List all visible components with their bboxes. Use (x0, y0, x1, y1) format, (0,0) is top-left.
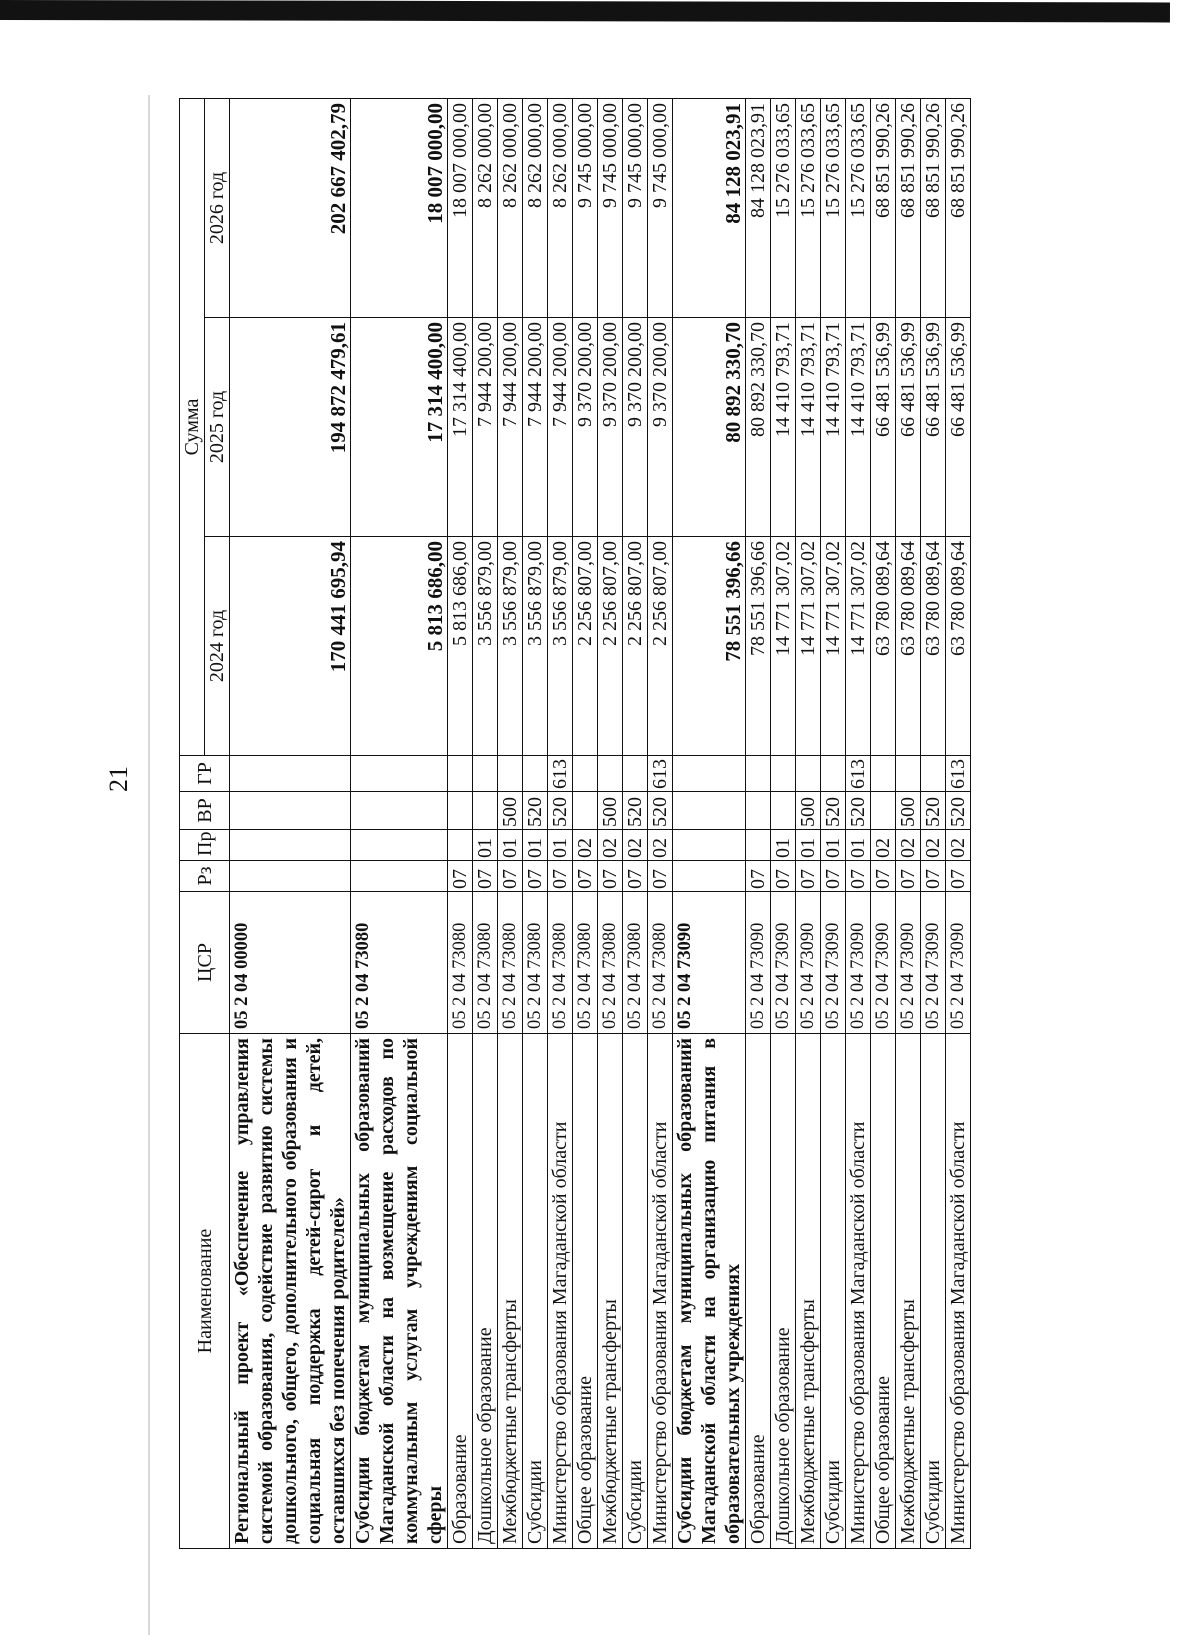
row-rz: 07 (598, 861, 623, 892)
row-csr: 05 2 04 73090 (846, 892, 871, 1034)
row-pr: 02 (896, 830, 921, 861)
row-vr: 520 (548, 792, 573, 830)
row-rz: 07 (946, 861, 971, 892)
row-name: Субсидии (821, 1034, 846, 1549)
row-name: Региональный проект «Обеспечение управления системой образования, содействие развитию системы дошкольного, общего, дополнительного образования и социальная поддержка детей-сирот и детей, оставшихся без попечения родителей» (230, 1034, 351, 1549)
table-row (473, 98, 498, 1548)
row-rz: 07 (448, 861, 473, 892)
row-2025: 194 872 479,61 (230, 318, 351, 537)
row-rz (351, 861, 448, 892)
row-pr: 02 (946, 830, 971, 861)
row-pr: 01 (821, 830, 846, 861)
row-name: Образование (448, 1034, 473, 1549)
page-number: 21 (104, 766, 133, 792)
row-2025: 17 314 400,00 (448, 318, 473, 537)
row-name: Субсидии (921, 1034, 946, 1549)
header-2026: 2026 год (205, 98, 230, 317)
row-2026: 18 007 000,00 (351, 98, 448, 317)
table-row (946, 98, 971, 1548)
row-gr (351, 756, 448, 792)
row-csr: 05 2 04 73080 (573, 892, 598, 1034)
row-vr: 500 (498, 792, 523, 830)
row-rz (230, 861, 351, 892)
row-2026: 68 851 990,26 (921, 98, 946, 317)
row-2024: 14 771 307,02 (821, 537, 846, 756)
row-vr (673, 792, 746, 830)
row-csr: 05 2 04 73080 (448, 892, 473, 1034)
row-2025: 14 410 793,71 (821, 318, 846, 537)
table-row (623, 98, 648, 1548)
row-gr (896, 756, 921, 792)
row-pr: 02 (871, 830, 896, 861)
row-pr: 02 (573, 830, 598, 861)
row-name: Субсидии бюджетам муниципальных образований Магаданской области на организацию питания в образовательных учреждениях (673, 1034, 746, 1549)
row-name: Общее образование (573, 1034, 598, 1549)
row-2025: 80 892 330,70 (746, 318, 771, 537)
table-row (351, 98, 448, 1548)
row-gr (921, 756, 946, 792)
row-vr (473, 792, 498, 830)
row-vr (746, 792, 771, 830)
rotated-table-container (179, 99, 971, 1549)
row-2026: 9 745 000,00 (598, 98, 623, 317)
row-name: Субсидии (523, 1034, 548, 1549)
row-rz: 07 (746, 861, 771, 892)
row-2025: 80 892 330,70 (673, 318, 746, 537)
row-vr (230, 792, 351, 830)
row-2025: 9 370 200,00 (598, 318, 623, 537)
row-2024: 78 551 396,66 (746, 537, 771, 756)
row-name: Межбюджетные трансферты (796, 1034, 821, 1549)
row-2026: 8 262 000,00 (498, 98, 523, 317)
table-row (846, 98, 871, 1548)
scan-top-edge (0, 0, 1170, 22)
row-2024: 63 780 089,64 (921, 537, 946, 756)
row-csr: 05 2 04 73090 (771, 892, 796, 1034)
row-2026: 84 128 023,91 (673, 98, 746, 317)
header-row-1 (180, 98, 205, 1548)
row-gr (598, 756, 623, 792)
table-row (523, 98, 548, 1548)
table-row (448, 98, 473, 1548)
row-gr (498, 756, 523, 792)
row-csr: 05 2 04 73090 (946, 892, 971, 1034)
row-2026: 18 007 000,00 (448, 98, 473, 317)
row-2026: 9 745 000,00 (623, 98, 648, 317)
row-gr (523, 756, 548, 792)
row-csr: 05 2 04 73080 (473, 892, 498, 1034)
row-csr: 05 2 04 73090 (673, 892, 746, 1034)
row-csr: 05 2 04 73090 (796, 892, 821, 1034)
header-2024: 2024 год (205, 537, 230, 756)
row-csr: 05 2 04 73080 (623, 892, 648, 1034)
row-2025: 9 370 200,00 (648, 318, 673, 537)
row-name: Дошкольное образование (771, 1034, 796, 1549)
row-vr (448, 792, 473, 830)
row-vr: 520 (648, 792, 673, 830)
row-2026: 68 851 990,26 (946, 98, 971, 317)
row-name: Министерство образования Магаданской области (946, 1034, 971, 1549)
row-name: Министерство образования Магаданской области (648, 1034, 673, 1549)
header-sum: Сумма (180, 98, 205, 755)
row-vr: 500 (896, 792, 921, 830)
header-gr: ГР (180, 756, 230, 792)
table-row (598, 98, 623, 1548)
scan-left-edge (148, 95, 150, 1635)
row-2024: 14 771 307,02 (796, 537, 821, 756)
row-gr (746, 756, 771, 792)
table-row (673, 98, 746, 1548)
row-pr: 02 (921, 830, 946, 861)
row-vr: 520 (821, 792, 846, 830)
row-rz: 07 (523, 861, 548, 892)
row-vr: 520 (921, 792, 946, 830)
row-rz: 07 (623, 861, 648, 892)
row-pr: 01 (473, 830, 498, 861)
row-gr: 613 (946, 756, 971, 792)
row-csr: 05 2 04 73080 (598, 892, 623, 1034)
row-rz: 07 (473, 861, 498, 892)
row-2026: 15 276 033,65 (796, 98, 821, 317)
row-2025: 7 944 200,00 (498, 318, 523, 537)
row-2025: 66 481 536,99 (921, 318, 946, 537)
row-csr: 05 2 04 73090 (746, 892, 771, 1034)
row-2025: 9 370 200,00 (573, 318, 598, 537)
row-2024: 78 551 396,66 (673, 537, 746, 756)
row-2024: 3 556 879,00 (498, 537, 523, 756)
row-2024: 2 256 807,00 (648, 537, 673, 756)
row-rz: 07 (498, 861, 523, 892)
row-gr (771, 756, 796, 792)
row-2026: 202 667 402,79 (230, 98, 351, 317)
row-pr (351, 830, 448, 861)
row-pr: 01 (796, 830, 821, 861)
row-csr: 05 2 04 73090 (871, 892, 896, 1034)
row-2026: 84 128 023,91 (746, 98, 771, 317)
row-name: Межбюджетные трансферты (598, 1034, 623, 1549)
row-2025: 9 370 200,00 (623, 318, 648, 537)
header-2025: 2025 год (205, 318, 230, 537)
row-2024: 5 813 686,00 (448, 537, 473, 756)
row-2026: 8 262 000,00 (473, 98, 498, 317)
row-rz: 07 (921, 861, 946, 892)
row-gr (871, 756, 896, 792)
row-2024: 2 256 807,00 (573, 537, 598, 756)
row-2025: 66 481 536,99 (896, 318, 921, 537)
header-rz: Рз (180, 861, 230, 892)
row-vr: 500 (796, 792, 821, 830)
row-2024: 14 771 307,02 (771, 537, 796, 756)
row-csr: 05 2 04 00000 (230, 892, 351, 1034)
row-gr: 613 (846, 756, 871, 792)
row-pr (230, 830, 351, 861)
row-gr: 613 (648, 756, 673, 792)
row-2024: 2 256 807,00 (598, 537, 623, 756)
row-vr (771, 792, 796, 830)
row-rz: 07 (573, 861, 598, 892)
row-csr: 05 2 04 73080 (351, 892, 448, 1034)
row-2024: 5 813 686,00 (351, 537, 448, 756)
row-vr: 520 (523, 792, 548, 830)
row-2024: 2 256 807,00 (623, 537, 648, 756)
row-name: Субсидии (623, 1034, 648, 1549)
row-2026: 68 851 990,26 (896, 98, 921, 317)
row-pr: 02 (598, 830, 623, 861)
row-2024: 14 771 307,02 (846, 537, 871, 756)
row-pr (673, 830, 746, 861)
row-rz: 07 (796, 861, 821, 892)
row-rz: 07 (846, 861, 871, 892)
table-row (921, 98, 946, 1548)
row-rz: 07 (896, 861, 921, 892)
row-csr: 05 2 04 73080 (523, 892, 548, 1034)
table-row (573, 98, 598, 1548)
row-csr: 05 2 04 73080 (648, 892, 673, 1034)
row-gr (473, 756, 498, 792)
row-name: Межбюджетные трансферты (896, 1034, 921, 1549)
row-vr: 520 (946, 792, 971, 830)
row-gr (573, 756, 598, 792)
row-2026: 8 262 000,00 (548, 98, 573, 317)
table-row (796, 98, 821, 1548)
row-2025: 14 410 793,71 (771, 318, 796, 537)
header-pr: Пр (180, 830, 230, 861)
table-row (821, 98, 846, 1548)
row-rz: 07 (648, 861, 673, 892)
row-pr: 01 (523, 830, 548, 861)
header-vr: ВР (180, 792, 230, 830)
row-2026: 68 851 990,26 (871, 98, 896, 317)
row-vr: 500 (598, 792, 623, 830)
row-gr (796, 756, 821, 792)
table-row (746, 98, 771, 1548)
row-vr (573, 792, 598, 830)
row-2025: 66 481 536,99 (946, 318, 971, 537)
row-gr (821, 756, 846, 792)
row-2026: 9 745 000,00 (648, 98, 673, 317)
row-name: Образование (746, 1034, 771, 1549)
row-vr (871, 792, 896, 830)
row-pr: 01 (846, 830, 871, 861)
table-row (548, 98, 573, 1548)
row-pr: 02 (648, 830, 673, 861)
table-row (498, 98, 523, 1548)
table-row (230, 98, 351, 1548)
row-2025: 14 410 793,71 (846, 318, 871, 537)
row-rz: 07 (871, 861, 896, 892)
table-row (896, 98, 921, 1548)
row-2024: 63 780 089,64 (946, 537, 971, 756)
row-vr (351, 792, 448, 830)
row-csr: 05 2 04 73080 (548, 892, 573, 1034)
row-rz: 07 (821, 861, 846, 892)
row-2026: 15 276 033,65 (771, 98, 796, 317)
header-csr: ЦСР (180, 892, 230, 1034)
row-rz (673, 861, 746, 892)
row-gr (673, 756, 746, 792)
row-pr (746, 830, 771, 861)
row-2025: 7 944 200,00 (523, 318, 548, 537)
row-2024: 170 441 695,94 (230, 537, 351, 756)
row-pr (448, 830, 473, 861)
row-gr (448, 756, 473, 792)
row-name: Субсидии бюджетам муниципальных образований Магаданской области на возмещение расходов по коммунальным услугам учреждениям социальной сферы (351, 1034, 448, 1549)
row-csr: 05 2 04 73090 (921, 892, 946, 1034)
row-pr: 01 (548, 830, 573, 861)
row-2026: 8 262 000,00 (523, 98, 548, 317)
row-gr: 613 (548, 756, 573, 792)
row-vr: 520 (623, 792, 648, 830)
table-row (871, 98, 896, 1548)
row-2026: 15 276 033,65 (821, 98, 846, 317)
row-name: Министерство образования Магаданской области (846, 1034, 871, 1549)
row-name: Межбюджетные трансферты (498, 1034, 523, 1549)
row-rz: 07 (771, 861, 796, 892)
budget-table (179, 98, 971, 1549)
row-csr: 05 2 04 73090 (896, 892, 921, 1034)
row-2024: 63 780 089,64 (896, 537, 921, 756)
row-2026: 15 276 033,65 (846, 98, 871, 317)
row-csr: 05 2 04 73090 (821, 892, 846, 1034)
row-pr: 01 (771, 830, 796, 861)
row-name: Министерство образования Магаданской области (548, 1034, 573, 1549)
row-2025: 14 410 793,71 (796, 318, 821, 537)
row-name: Дошкольное образование (473, 1034, 498, 1549)
row-2026: 9 745 000,00 (573, 98, 598, 317)
row-pr: 02 (623, 830, 648, 861)
row-2025: 7 944 200,00 (473, 318, 498, 537)
row-2025: 17 314 400,00 (351, 318, 448, 537)
row-gr (623, 756, 648, 792)
row-2025: 66 481 536,99 (871, 318, 896, 537)
table-row (771, 98, 796, 1548)
row-2025: 7 944 200,00 (548, 318, 573, 537)
row-2024: 3 556 879,00 (473, 537, 498, 756)
row-2024: 3 556 879,00 (548, 537, 573, 756)
row-2024: 63 780 089,64 (871, 537, 896, 756)
row-vr: 520 (846, 792, 871, 830)
row-csr: 05 2 04 73080 (498, 892, 523, 1034)
row-pr: 01 (498, 830, 523, 861)
row-rz: 07 (548, 861, 573, 892)
row-gr (230, 756, 351, 792)
table-row (648, 98, 673, 1548)
row-name: Общее образование (871, 1034, 896, 1549)
row-2024: 3 556 879,00 (523, 537, 548, 756)
header-name: Наименование (180, 1034, 230, 1549)
